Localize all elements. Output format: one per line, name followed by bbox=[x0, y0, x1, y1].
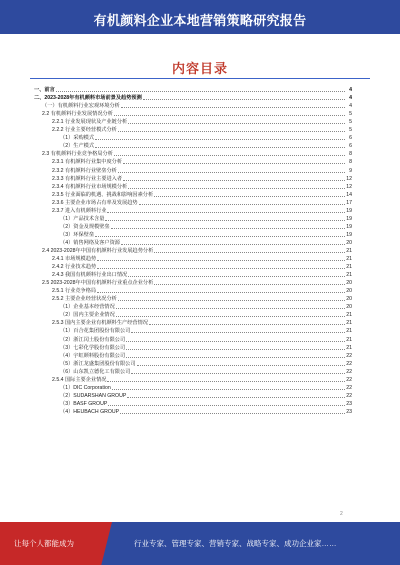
report-title: 有机颜料企业本地营销策略研究报告 bbox=[93, 13, 307, 28]
header-bar bbox=[0, 0, 400, 34]
toc-leader-dots bbox=[131, 332, 345, 333]
toc-leader-dots bbox=[121, 244, 345, 245]
toc-leader-dots bbox=[126, 357, 345, 358]
toc-entry-page: 19 bbox=[346, 207, 352, 214]
toc-entry-label: 2.5.1 行业竞争格局 bbox=[52, 288, 97, 295]
toc-leader-dots bbox=[114, 155, 345, 156]
toc-entry-page: 4 bbox=[349, 87, 352, 94]
toc-leader-dots bbox=[95, 236, 345, 237]
toc-entry-page: 4 bbox=[349, 103, 352, 110]
toc-leader-dots bbox=[105, 220, 345, 221]
toc-entry-page: 21 bbox=[346, 247, 352, 254]
toc-entry[interactable] bbox=[34, 134, 352, 142]
toc-entry-page: 19 bbox=[346, 231, 352, 238]
toc-entry-label: （2）SUDARSHAN GROUP bbox=[60, 392, 127, 399]
toc-leader-dots bbox=[154, 284, 345, 285]
toc-entry-label: （1）百合花集团股份有限公司 bbox=[60, 328, 131, 335]
toc-leader-dots bbox=[111, 228, 345, 229]
toc-entry-label: 2.4.3 我国有机颜料行业出口情况 bbox=[52, 272, 128, 279]
toc-entry[interactable] bbox=[34, 376, 352, 384]
toc-entry[interactable] bbox=[34, 319, 352, 327]
toc-entry-label: （2）资金及规模壁垒 bbox=[60, 223, 110, 230]
toc-entry[interactable] bbox=[34, 384, 352, 392]
toc-leader-dots bbox=[143, 99, 345, 100]
toc-leader-dots bbox=[114, 115, 345, 116]
toc-entry-page: 8 bbox=[349, 159, 352, 166]
heading-divider bbox=[30, 78, 370, 79]
toc-entry-label: 2.3.3 有机颜料行业主要进入者 bbox=[52, 175, 123, 182]
toc-entry-label: 2.2 有机颜料行业发展情况分析 bbox=[42, 111, 113, 118]
toc-entry-page: 21 bbox=[346, 312, 352, 319]
toc-leader-dots bbox=[149, 324, 345, 325]
toc-entry[interactable] bbox=[34, 215, 352, 223]
toc-entry-label: 2.3.4 有机颜料行业市场规模分析 bbox=[52, 183, 128, 190]
toc-entry-label: （1）DIC Corporation bbox=[60, 384, 111, 391]
toc-entry[interactable] bbox=[34, 311, 352, 319]
toc-entry-page: 21 bbox=[346, 256, 352, 263]
toc-leader-dots bbox=[56, 91, 345, 92]
toc-entry-label: 二、2023-2028年有机颜料市场前景及趋势预测 bbox=[34, 95, 142, 102]
toc-entry-label: 2.5.4 国际主要企业情况 bbox=[52, 376, 107, 383]
toc-entry-label: 2.3.7 进入有机颜料行业 bbox=[52, 207, 107, 214]
toc-entry-label: （2）国内主要企业情况 bbox=[60, 312, 115, 319]
toc-entry[interactable] bbox=[34, 223, 352, 231]
toc-entry-label: （5）浙江龙盛集团股份有限公司 bbox=[60, 360, 136, 367]
toc-entry-page: 5 bbox=[349, 127, 352, 134]
toc-entry-label: 2.5.2 主要企业经营状况分析 bbox=[52, 296, 117, 303]
toc-entry-label: （1）产品技术含量 bbox=[60, 215, 105, 222]
toc-entry[interactable] bbox=[34, 118, 352, 126]
toc-entry-page: 8 bbox=[349, 151, 352, 158]
toc-heading: 内容目录 bbox=[171, 61, 228, 76]
toc-entry-page: 9 bbox=[349, 167, 352, 174]
toc-entry-label: 2.5 2023-2028年中国有机颜料行业重点企业分析 bbox=[42, 280, 154, 287]
toc-entry[interactable] bbox=[34, 102, 352, 110]
toc-leader-dots bbox=[118, 300, 345, 301]
toc-entry-page: 22 bbox=[346, 392, 352, 399]
toc-leader-dots bbox=[123, 180, 345, 181]
toc-entry-label: 2.3.5 行业面临的机遇、挑战和影响因素分析 bbox=[52, 191, 154, 198]
toc-entry-page: 23 bbox=[346, 408, 352, 415]
toc-entry[interactable] bbox=[34, 247, 352, 255]
toc-leader-dots bbox=[120, 413, 345, 414]
toc-entry[interactable] bbox=[34, 335, 352, 343]
toc-entry-page: 21 bbox=[346, 336, 352, 343]
toc-entry[interactable] bbox=[34, 175, 352, 183]
toc-entry[interactable] bbox=[34, 166, 352, 174]
toc-entry[interactable] bbox=[34, 271, 352, 279]
toc-entry[interactable] bbox=[34, 360, 352, 368]
toc-entry-label: （一）有机颜料行业宏观环境分析 bbox=[42, 103, 120, 110]
footer-tagline: 行业专家、管理专家、营销专家、战略专家、成功企业家…… bbox=[134, 539, 337, 548]
toc-entry-label: 2.3.2 有机颜料行业壁垒分析 bbox=[52, 167, 117, 174]
toc-leader-dots bbox=[107, 212, 345, 213]
toc-entry[interactable] bbox=[34, 86, 352, 94]
toc-entry-label: （2）生产模式 bbox=[60, 143, 95, 150]
toc-entry-page: 19 bbox=[346, 215, 352, 222]
toc-leader-dots bbox=[107, 381, 345, 382]
toc-entry-page: 14 bbox=[346, 191, 352, 198]
toc-entry[interactable] bbox=[34, 126, 352, 134]
toc-entry[interactable] bbox=[34, 263, 352, 271]
toc-entry-label: （1）企业基本经营情况 bbox=[60, 304, 115, 311]
toc-entry[interactable] bbox=[34, 142, 352, 150]
toc-leader-dots bbox=[126, 349, 345, 350]
toc-entry[interactable] bbox=[34, 199, 352, 207]
toc-entry-page: 22 bbox=[346, 352, 352, 359]
toc-entry[interactable] bbox=[34, 368, 352, 376]
toc-entry[interactable] bbox=[34, 239, 352, 247]
toc-entry-page: 20 bbox=[346, 304, 352, 311]
toc-leader-dots bbox=[137, 365, 345, 366]
toc-leader-dots bbox=[128, 276, 345, 277]
toc-entry-page: 21 bbox=[346, 344, 352, 351]
toc-leader-dots bbox=[118, 172, 345, 173]
toc-entry[interactable] bbox=[34, 287, 352, 295]
toc-entry[interactable] bbox=[34, 207, 352, 215]
toc-leader-dots bbox=[95, 147, 345, 148]
toc-entry-label: 2.5.3 国内主要企业有机颜料生产经营情况 bbox=[52, 320, 148, 327]
toc-entry-page: 5 bbox=[349, 111, 352, 118]
toc-entry[interactable] bbox=[34, 400, 352, 408]
toc-entry[interactable] bbox=[34, 352, 352, 360]
toc-entry[interactable] bbox=[34, 392, 352, 400]
table-of-contents bbox=[34, 86, 352, 416]
toc-entry[interactable] bbox=[34, 158, 352, 166]
toc-entry-label: 2.4 2023-2028年中国有机颜料行业发展趋势分析 bbox=[42, 247, 154, 254]
toc-entry-page: 21 bbox=[346, 264, 352, 271]
toc-entry-page: 22 bbox=[346, 368, 352, 375]
toc-entry-label: （1）采购模式 bbox=[60, 135, 95, 142]
toc-leader-dots bbox=[112, 389, 345, 390]
toc-leader-dots bbox=[128, 123, 345, 124]
toc-entry-label: 2.3.6 主要企业市场占有率及发展趋势 bbox=[52, 199, 138, 206]
page-number: 2 bbox=[340, 511, 343, 517]
toc-entry[interactable] bbox=[34, 94, 352, 102]
toc-leader-dots bbox=[131, 373, 345, 374]
toc-entry[interactable] bbox=[34, 408, 352, 416]
toc-leader-dots bbox=[128, 188, 345, 189]
toc-entry-label: （6）山东凯立德化工有限公司 bbox=[60, 368, 131, 375]
toc-entry[interactable] bbox=[34, 255, 352, 263]
toc-entry-page: 21 bbox=[346, 328, 352, 335]
toc-entry-page: 20 bbox=[346, 288, 352, 295]
toc-entry-label: （2）浙江闰土股份有限公司 bbox=[60, 336, 126, 343]
toc-entry-label: （4）HEUBACH GROUP bbox=[60, 408, 120, 415]
toc-entry-page: 22 bbox=[346, 360, 352, 367]
toc-entry-label: 2.3.1 有机颜料行业集中度分析 bbox=[52, 159, 123, 166]
toc-entry[interactable] bbox=[34, 327, 352, 335]
toc-leader-dots bbox=[97, 260, 345, 261]
toc-entry-label: 2.2.2 行业主要经营模式分析 bbox=[52, 127, 117, 134]
toc-entry-label: （3）BASF GROUP bbox=[60, 400, 108, 407]
toc-entry[interactable] bbox=[34, 231, 352, 239]
toc-leader-dots bbox=[97, 268, 345, 269]
toc-entry-label: （4）宇虹颜料股份有限公司 bbox=[60, 352, 126, 359]
toc-entry[interactable] bbox=[34, 295, 352, 303]
toc-entry[interactable] bbox=[34, 110, 352, 118]
toc-leader-dots bbox=[97, 292, 345, 293]
toc-leader-dots bbox=[118, 131, 345, 132]
toc-leader-dots bbox=[95, 139, 345, 140]
toc-leader-dots bbox=[154, 196, 345, 197]
footer-slogan: 让每个人都能成为 bbox=[14, 539, 74, 548]
toc-entry-page: 12 bbox=[346, 183, 352, 190]
toc-entry-page: 20 bbox=[346, 280, 352, 287]
toc-entry-label: 一、前言 bbox=[34, 87, 55, 94]
toc-entry-label: （4）销售网络及客户资源 bbox=[60, 239, 120, 246]
toc-leader-dots bbox=[121, 107, 345, 108]
toc-entry-page: 5 bbox=[349, 119, 352, 126]
toc-entry-page: 20 bbox=[346, 239, 352, 246]
toc-entry-page: 22 bbox=[346, 384, 352, 391]
toc-entry[interactable] bbox=[34, 191, 352, 199]
toc-entry-page: 21 bbox=[346, 272, 352, 279]
toc-entry[interactable] bbox=[34, 344, 352, 352]
toc-entry-page: 17 bbox=[346, 199, 352, 206]
footer-banner bbox=[0, 522, 400, 565]
toc-entry-label: 2.3 有机颜料行业竞争格局分析 bbox=[42, 151, 113, 158]
toc-leader-dots bbox=[116, 308, 345, 309]
toc-entry-page: 20 bbox=[346, 296, 352, 303]
toc-entry-page: 22 bbox=[346, 376, 352, 383]
toc-entry[interactable] bbox=[34, 183, 352, 191]
toc-entry-page: 6 bbox=[349, 135, 352, 142]
toc-leader-dots bbox=[154, 252, 345, 253]
toc-entry-page: 12 bbox=[346, 175, 352, 182]
toc-entry-page: 4 bbox=[349, 95, 352, 102]
toc-leader-dots bbox=[139, 204, 345, 205]
toc-entry-page: 6 bbox=[349, 143, 352, 150]
toc-entry-label: 2.4.2 行业技术趋势 bbox=[52, 264, 97, 271]
toc-entry-label: （3）七彩化学股份有限公司 bbox=[60, 344, 126, 351]
toc-entry[interactable] bbox=[34, 303, 352, 311]
toc-entry-label: 2.4.1 市场规模趋势 bbox=[52, 256, 97, 263]
toc-entry-label: 2.2.1 行业发展现状及产业链分析 bbox=[52, 119, 128, 126]
toc-leader-dots bbox=[127, 397, 345, 398]
toc-entry-page: 23 bbox=[346, 400, 352, 407]
toc-leader-dots bbox=[123, 163, 345, 164]
toc-leader-dots bbox=[108, 405, 345, 406]
toc-leader-dots bbox=[116, 316, 345, 317]
toc-entry[interactable] bbox=[34, 150, 352, 158]
toc-leader-dots bbox=[126, 341, 345, 342]
toc-entry-page: 19 bbox=[346, 223, 352, 230]
toc-entry-page: 21 bbox=[346, 320, 352, 327]
toc-entry[interactable] bbox=[34, 279, 352, 287]
toc-entry-label: （3）环保壁垒 bbox=[60, 231, 95, 238]
